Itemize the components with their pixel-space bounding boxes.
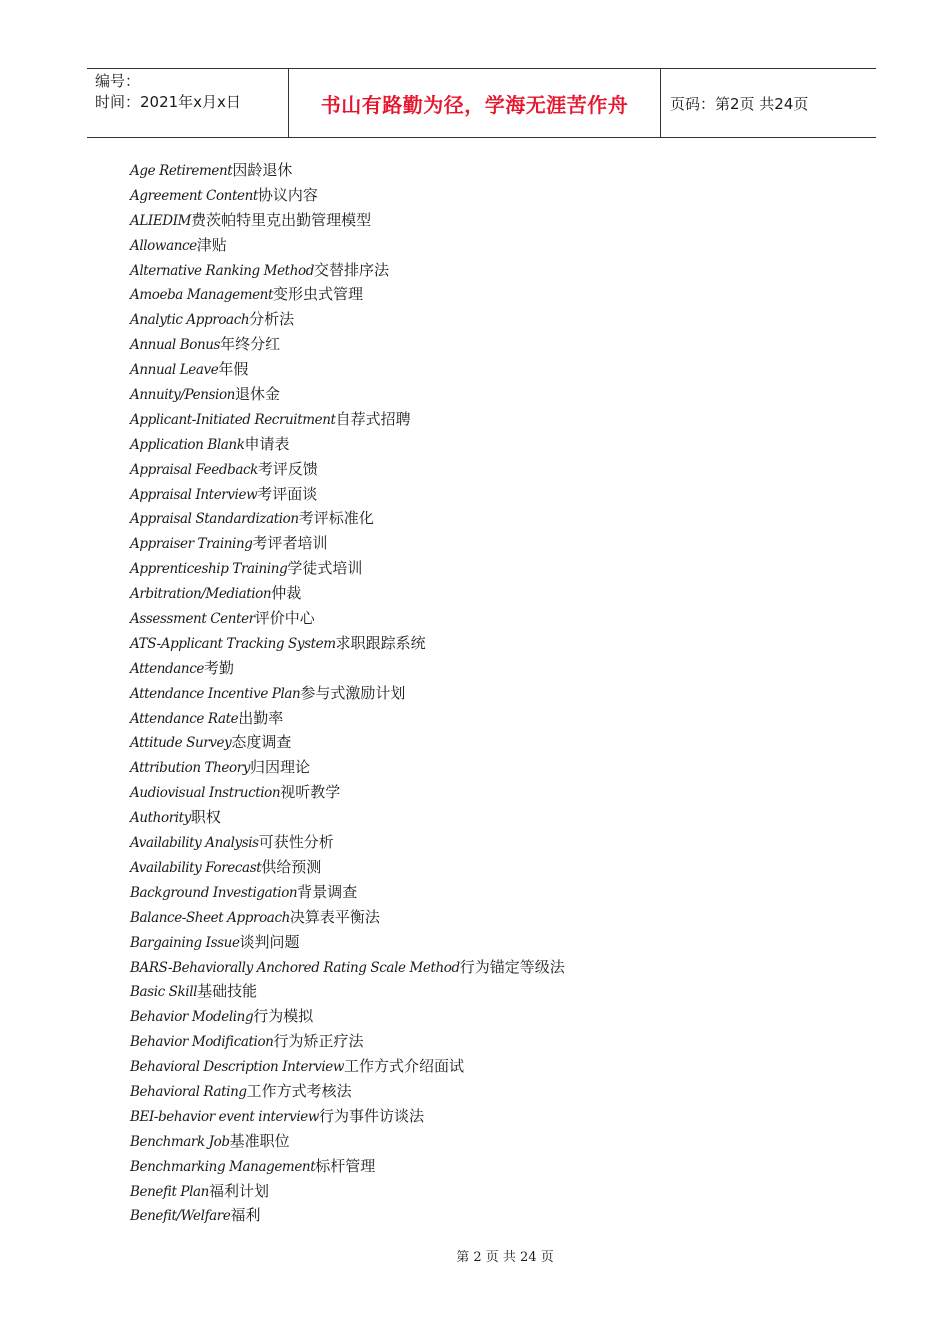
term-english: Authority xyxy=(130,810,191,827)
term-chinese: 供给预测 xyxy=(261,857,322,876)
term-english: Annual Leave xyxy=(130,362,219,379)
page-footer xyxy=(0,1246,950,1265)
glossary-entry xyxy=(130,183,830,208)
term-chinese: 视听教学 xyxy=(280,783,341,802)
term-english: Basic Skill xyxy=(130,984,198,1001)
glossary-entry xyxy=(130,357,830,382)
term-english: Benchmarking Management xyxy=(130,1158,316,1175)
term-english: Appraiser Training xyxy=(130,536,253,553)
term-chinese: 标杆管理 xyxy=(315,1156,376,1175)
term-english: Benefit/Welfare xyxy=(130,1208,231,1225)
term-english: ATS-Applicant Tracking System xyxy=(130,635,336,652)
glossary-entry xyxy=(130,979,830,1004)
term-chinese: 自荐式招聘 xyxy=(335,409,411,428)
glossary-entry xyxy=(130,656,830,681)
term-chinese: 年假 xyxy=(218,360,249,379)
glossary-entry xyxy=(130,531,830,556)
glossary-entry xyxy=(130,706,830,731)
term-english: BEI-behavior event interview xyxy=(130,1108,320,1125)
term-chinese: 考评者培训 xyxy=(252,534,328,553)
glossary-entry xyxy=(130,581,830,606)
term-chinese: 行为事件访谈法 xyxy=(319,1106,425,1125)
term-english: Application Blank xyxy=(130,436,245,453)
footer-page-number: 第 2 页 共 24 页 xyxy=(456,1250,554,1265)
term-chinese: 考评面谈 xyxy=(257,484,318,503)
glossary-list xyxy=(130,158,830,1228)
glossary-entry xyxy=(130,432,830,457)
term-chinese: 福利 xyxy=(230,1206,261,1225)
term-chinese: 出勤率 xyxy=(238,708,284,727)
term-chinese: 决算表平衡法 xyxy=(289,907,380,926)
glossary-entry xyxy=(130,780,830,805)
glossary-entry xyxy=(130,830,830,855)
term-chinese: 归因理论 xyxy=(250,758,311,777)
header-page-info-cell xyxy=(661,69,876,137)
term-chinese: 交替排序法 xyxy=(313,260,389,279)
glossary-entry xyxy=(130,407,830,432)
glossary-entry xyxy=(130,1004,830,1029)
term-chinese: 福利计划 xyxy=(208,1181,269,1200)
term-english: Appraisal Feedback xyxy=(130,461,258,478)
glossary-entry xyxy=(130,606,830,631)
term-chinese: 费茨帕特里克出勤管理模型 xyxy=(191,210,372,229)
glossary-entry xyxy=(130,1129,830,1154)
term-english: Amoeba Management xyxy=(130,287,274,304)
term-english: BARS-Behaviorally Anchored Rating Scale Method xyxy=(130,959,460,976)
term-chinese: 行为锚定等级法 xyxy=(459,957,565,976)
glossary-entry xyxy=(130,805,830,830)
header-page-info: 页码：第2页 共24页 xyxy=(670,94,809,113)
term-english: Age Retirement xyxy=(130,163,233,179)
term-english: Annuity/Pension xyxy=(130,387,235,404)
header-meta xyxy=(87,69,288,137)
term-chinese: 考评反馈 xyxy=(257,459,318,478)
term-chinese: 考勤 xyxy=(203,658,234,677)
glossary-entry xyxy=(130,208,830,233)
glossary-entry xyxy=(130,1029,830,1054)
glossary-entry xyxy=(130,880,830,905)
term-chinese: 津贴 xyxy=(196,235,227,254)
term-english: Availability Forecast xyxy=(130,859,262,876)
term-chinese: 学徒式培训 xyxy=(287,559,363,578)
document-number-label: 编号： xyxy=(95,72,141,90)
term-chinese: 协议内容 xyxy=(257,185,318,204)
term-english: Appraisal Standardization xyxy=(130,511,299,528)
term-english: Audiovisual Instruction xyxy=(130,785,281,802)
glossary-entry xyxy=(130,1054,830,1079)
page-header xyxy=(87,68,876,138)
term-chinese: 申请表 xyxy=(244,434,290,453)
term-chinese: 因龄退休 xyxy=(232,161,293,179)
term-english: Applicant-Initiated Recruitment xyxy=(130,411,336,428)
term-chinese: 评价中心 xyxy=(254,609,315,628)
term-english: Balance-Sheet Approach xyxy=(130,909,290,926)
term-chinese: 分析法 xyxy=(249,310,295,329)
term-chinese: 工作方式介绍面试 xyxy=(344,1057,465,1076)
term-english: Attitude Survey xyxy=(130,735,232,752)
glossary-entry xyxy=(130,855,830,880)
term-english: Alternative Ranking Method xyxy=(130,262,314,279)
glossary-entry xyxy=(130,382,830,407)
term-chinese: 工作方式考核法 xyxy=(246,1081,352,1100)
term-chinese: 基准职位 xyxy=(229,1131,290,1150)
glossary-entry xyxy=(130,1179,830,1204)
glossary-entry xyxy=(130,258,830,283)
term-english: Background Investigation xyxy=(130,884,298,901)
header-motto-cell xyxy=(288,69,661,137)
term-chinese: 行为模拟 xyxy=(253,1007,314,1026)
term-chinese: 态度调查 xyxy=(231,733,292,752)
glossary-entry xyxy=(130,755,830,780)
term-english: Arbitration/Mediation xyxy=(130,586,272,603)
term-english: Apprenticeship Training xyxy=(130,561,288,578)
glossary-entry xyxy=(130,506,830,531)
term-chinese: 基础技能 xyxy=(197,982,258,1001)
glossary-entry xyxy=(130,905,830,930)
term-english: Agreement Content xyxy=(130,187,258,204)
term-english: ALIEDIM xyxy=(130,212,192,229)
term-english: Annual Bonus xyxy=(130,337,221,354)
glossary-entry xyxy=(130,1154,830,1179)
term-english: Availability Analysis xyxy=(130,835,259,852)
term-chinese: 职权 xyxy=(190,808,221,827)
term-english: Benefit Plan xyxy=(130,1183,209,1200)
glossary-entry xyxy=(130,681,830,706)
term-chinese: 求职跟踪系统 xyxy=(335,633,426,652)
term-english: Attendance Rate xyxy=(130,710,239,727)
term-english: Behavioral Description Interview xyxy=(130,1059,344,1076)
term-chinese: 仲裁 xyxy=(271,584,302,603)
term-english: Allowance xyxy=(130,237,197,254)
glossary-entry xyxy=(130,282,830,307)
term-english: Appraisal Interview xyxy=(130,486,258,503)
glossary-entry xyxy=(130,1203,830,1228)
term-english: Behavioral Rating xyxy=(130,1083,247,1100)
term-chinese: 行为矫正疗法 xyxy=(273,1032,364,1051)
term-english: Benchmark Job xyxy=(130,1133,230,1150)
glossary-entry xyxy=(130,730,830,755)
term-chinese: 考评标准化 xyxy=(298,509,374,528)
term-english: Analytic Approach xyxy=(130,312,250,329)
glossary-entry xyxy=(130,457,830,482)
term-chinese: 可获性分析 xyxy=(258,833,334,852)
glossary-entry xyxy=(130,158,830,183)
document-time-label: 时间：2021年x月x日 xyxy=(95,93,241,111)
glossary-entry xyxy=(130,930,830,955)
glossary-entry xyxy=(130,1079,830,1104)
term-english: Bargaining Issue xyxy=(130,934,240,951)
term-english: Behavior Modification xyxy=(130,1034,274,1051)
term-english: Behavior Modeling xyxy=(130,1009,254,1026)
glossary-entry xyxy=(130,482,830,507)
glossary-entry xyxy=(130,332,830,357)
term-english: Assessment Center xyxy=(130,611,255,628)
term-chinese: 变形虫式管理 xyxy=(273,285,364,304)
term-chinese: 背景调查 xyxy=(297,882,358,901)
term-english: Attendance Incentive Plan xyxy=(130,685,301,702)
term-english: Attendance xyxy=(130,660,204,677)
glossary-entry xyxy=(130,307,830,332)
glossary-entry xyxy=(130,556,830,581)
glossary-entry xyxy=(130,955,830,980)
term-chinese: 参与式激励计划 xyxy=(300,683,406,702)
term-chinese: 谈判问题 xyxy=(239,932,300,951)
term-chinese: 年终分红 xyxy=(220,335,281,354)
term-english: Attribution Theory xyxy=(130,760,251,777)
glossary-entry xyxy=(130,631,830,656)
glossary-entry xyxy=(130,1104,830,1129)
glossary-entry xyxy=(130,233,830,258)
header-motto: 书山有路勤为径，学海无涯苦作舟 xyxy=(320,92,629,117)
term-chinese: 退休金 xyxy=(234,385,280,404)
